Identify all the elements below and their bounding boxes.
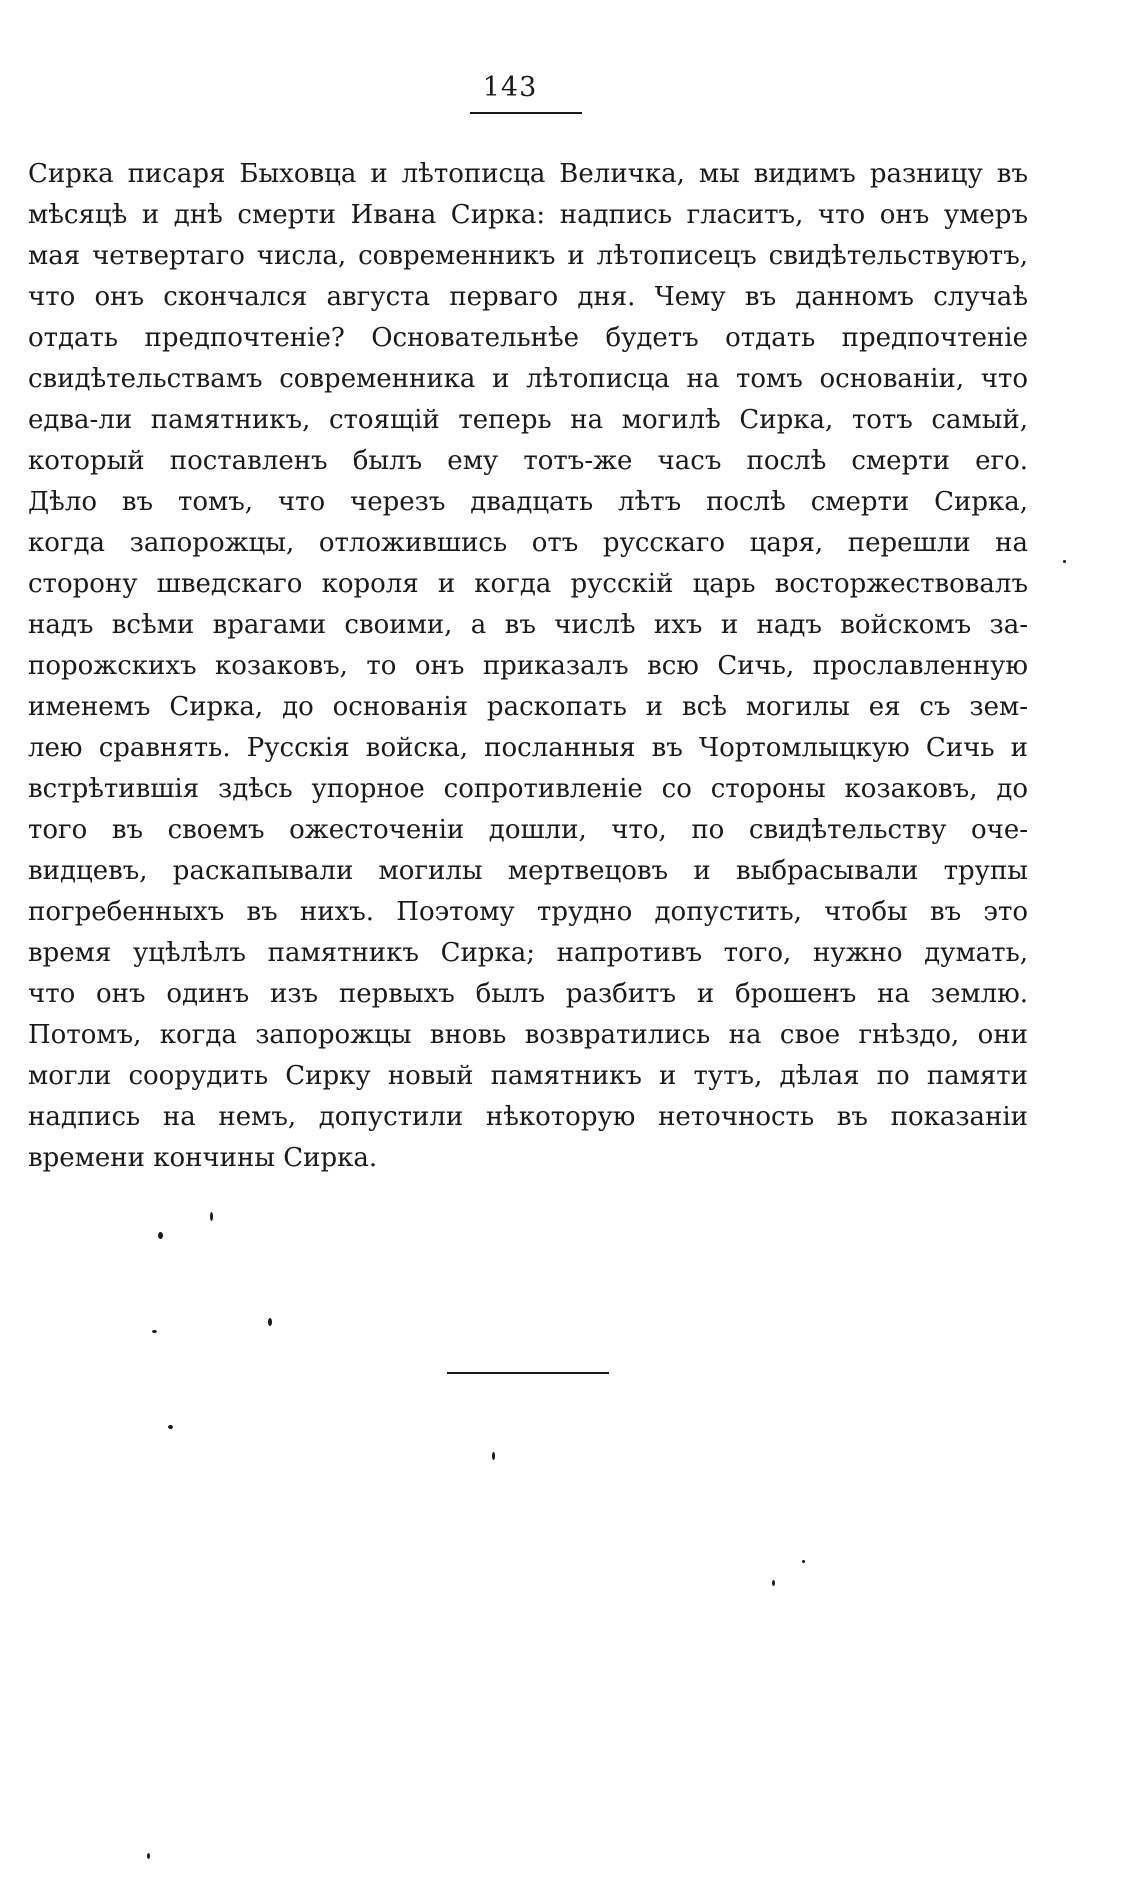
body-text bbox=[28, 154, 1028, 1179]
scan-speck bbox=[210, 1212, 213, 1221]
text-line: который поставленъ былъ ему тотъ-же часъ послѣ смерти его. bbox=[28, 446, 1028, 476]
text-line: могли соорудить Сирку новый памятникъ и тутъ, дѣлая по памяти bbox=[28, 1061, 1028, 1091]
text-line: отдать предпочтеніе? Основательнѣе будетъ отдать предпочтеніе bbox=[28, 323, 1028, 353]
text-line: Потомъ, когда запорожцы вновь возвратились на свое гнѣздо, они bbox=[28, 1020, 1028, 1050]
section-end-rule bbox=[447, 1372, 609, 1374]
text-line: погребенныхъ въ нихъ. Поэтому трудно допустить, чтобы въ это bbox=[28, 897, 1028, 927]
scan-speck bbox=[147, 1853, 150, 1859]
text-line: Сирка писаря Быховца и лѣтописца Величка, мы видимъ разницу въ bbox=[28, 159, 1028, 189]
text-line: что онъ одинъ изъ первыхъ былъ разбитъ и брошенъ на землю. bbox=[28, 979, 1028, 1009]
text-line: лею сравнять. Русскія войска, посланныя въ Чортомлыцкую Сичь и bbox=[28, 733, 1028, 763]
scan-speck bbox=[152, 1330, 157, 1333]
text-line: того въ своемъ ожесточеніи дошли, что, по свидѣтельству оче- bbox=[28, 815, 1028, 845]
text-line: свидѣтельствамъ современника и лѣтописца на томъ основаніи, что bbox=[28, 364, 1028, 394]
text-line: едва-ли памятникъ, стоящій теперь на могилѣ Сирка, тотъ самый, bbox=[28, 405, 1028, 435]
text-line: время уцѣлѣлъ памятникъ Сирка; напротивъ того, нужно думать, bbox=[28, 938, 1028, 968]
scan-speck bbox=[772, 1580, 775, 1586]
text-line: именемъ Сирка, до основанія раскопать и всѣ могилы ея съ зем- bbox=[28, 692, 1028, 722]
text-line: надъ всѣми врагами своими, а въ числѣ ихъ и надъ войскомъ за- bbox=[28, 610, 1028, 640]
scan-speck bbox=[492, 1452, 495, 1460]
text-line: что онъ скончался августа перваго дня. Чему въ данномъ случаѣ bbox=[28, 282, 1028, 312]
text-line: надпись на немъ, допустили нѣкоторую неточность въ показаніи bbox=[28, 1102, 1028, 1132]
scan-speck bbox=[802, 1560, 805, 1563]
text-line: порожскихъ козаковъ, то онъ приказалъ всю Сичь, прославленную bbox=[28, 651, 1028, 681]
text-line: времени кончины Сирка. bbox=[28, 1143, 378, 1173]
text-line: встрѣтившія здѣсь упорное сопротивленіе со стороны козаковъ, до bbox=[28, 774, 1028, 804]
page-number-rule bbox=[470, 112, 582, 114]
scan-speck bbox=[158, 1232, 163, 1239]
text-line: мѣсяцѣ и днѣ смерти Ивана Сирка: надпись гласитъ, что онъ умеръ bbox=[28, 200, 1028, 230]
text-line: видцевъ, раскапывали могилы мертвецовъ и выбрасывали трупы bbox=[28, 856, 1028, 886]
scan-speck bbox=[268, 1318, 272, 1326]
text-line: мая четвертаго числа, современникъ и лѣтописецъ свидѣтельствуютъ, bbox=[28, 241, 1028, 271]
text-line: сторону шведскаго короля и когда русскій царь восторжествовалъ bbox=[28, 569, 1028, 599]
text-line: Дѣло въ томъ, что черезъ двадцать лѣтъ послѣ смерти Сирка, bbox=[28, 487, 1028, 517]
scan-speck bbox=[1063, 560, 1066, 563]
page-number: 143 bbox=[482, 72, 538, 103]
text-line: когда запорожцы, отложившись отъ русскаго царя, перешли на bbox=[28, 528, 1028, 558]
scan-speck bbox=[168, 1425, 173, 1429]
